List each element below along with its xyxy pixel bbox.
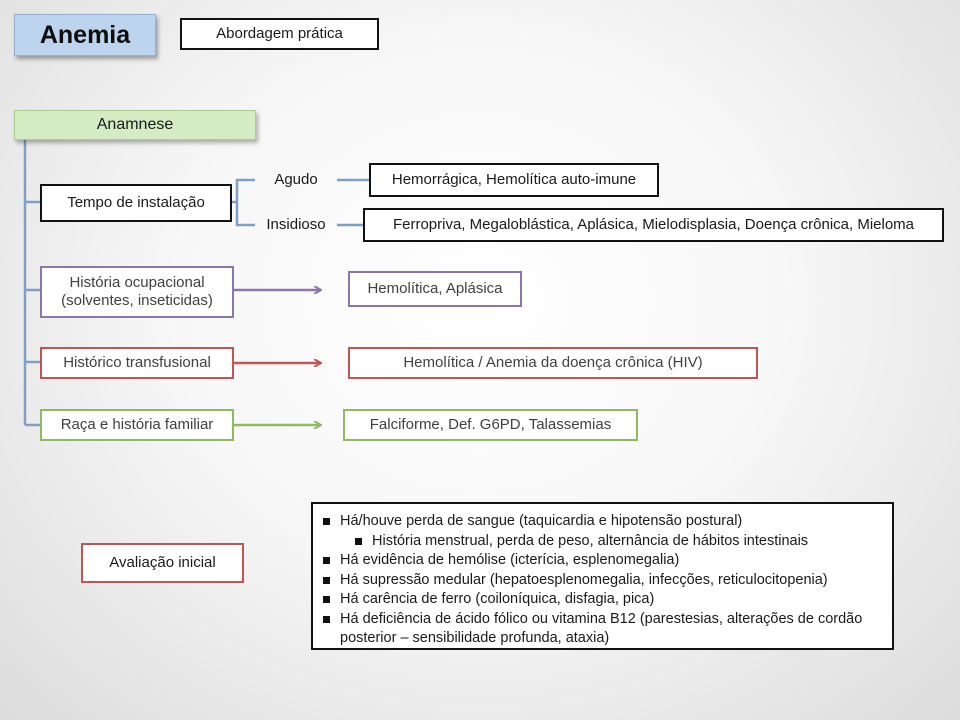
list-item — [323, 610, 882, 649]
transfusional-node: Histórico transfusional — [40, 347, 234, 379]
anamnese-node: Anamnese — [14, 110, 256, 140]
familiar-result-node: Falciforme, Def. G6PD, Talassemias — [343, 409, 638, 441]
list-item-text: Há/houve perda de sangue (taquicardia e hipotensão postural) — [340, 513, 743, 529]
anamnese-tree-line — [25, 140, 40, 425]
square-bullet-icon — [323, 577, 330, 584]
avaliacao-inicial-node: Avaliação inicial — [81, 543, 244, 583]
square-bullet-icon — [323, 557, 330, 564]
agudo-result-node: Hemorrágica, Hemolítica auto-imune — [369, 163, 659, 197]
insidioso-node: Insidioso — [266, 216, 326, 233]
transfusional-result-node: Hemolítica / Anemia da doença crônica (HIV) — [348, 347, 758, 379]
square-bullet-icon — [323, 596, 330, 603]
ocupacional-node — [40, 266, 234, 318]
list-item — [323, 571, 882, 591]
ocupacional-result-node: Hemolítica, Aplásica — [348, 271, 522, 307]
insidioso-result-node: Ferropriva, Megaloblástica, Aplásica, Mielodisplasia, Doença crônica, Mieloma — [363, 208, 944, 242]
square-bullet-icon — [323, 616, 330, 623]
avaliacao-list — [311, 502, 894, 650]
list-subitem — [355, 532, 882, 552]
square-bullet-icon — [355, 538, 362, 545]
tempo-instalacao-node: Tempo de instalação — [40, 184, 232, 222]
list-item-text: História menstrual, perda de peso, alternância de hábitos intestinais — [372, 532, 809, 549]
list-item — [323, 512, 882, 532]
agudo-node: Agudo — [274, 171, 318, 188]
list-item — [323, 590, 882, 610]
familiar-node: Raça e história familiar — [40, 409, 234, 441]
list-item — [323, 551, 882, 571]
list-item-text: Há supressão medular (hepatoesplenomegalia, infecções, reticulocitopenia) — [340, 571, 828, 588]
ocupacional-line1: História ocupacional — [69, 274, 205, 291]
square-bullet-icon — [323, 518, 330, 525]
page-subtitle: Abordagem prática — [180, 18, 379, 50]
list-item-text: Há carência de ferro (coiloníquica, disfagia, pica) — [340, 591, 655, 607]
ocupacional-line2: (solventes, inseticidas) — [61, 292, 213, 309]
list-item-text: Há evidência de hemólise (icterícia, esplenomegalia) — [340, 552, 680, 568]
tempo-tree-line — [232, 180, 255, 225]
page-title: Anemia — [14, 14, 156, 56]
list-item-text: Há deficiência de ácido fólico ou vitamina B12 (parestesias, alterações de cordão posterior – sensibilidade profunda, ataxia) — [340, 610, 863, 646]
